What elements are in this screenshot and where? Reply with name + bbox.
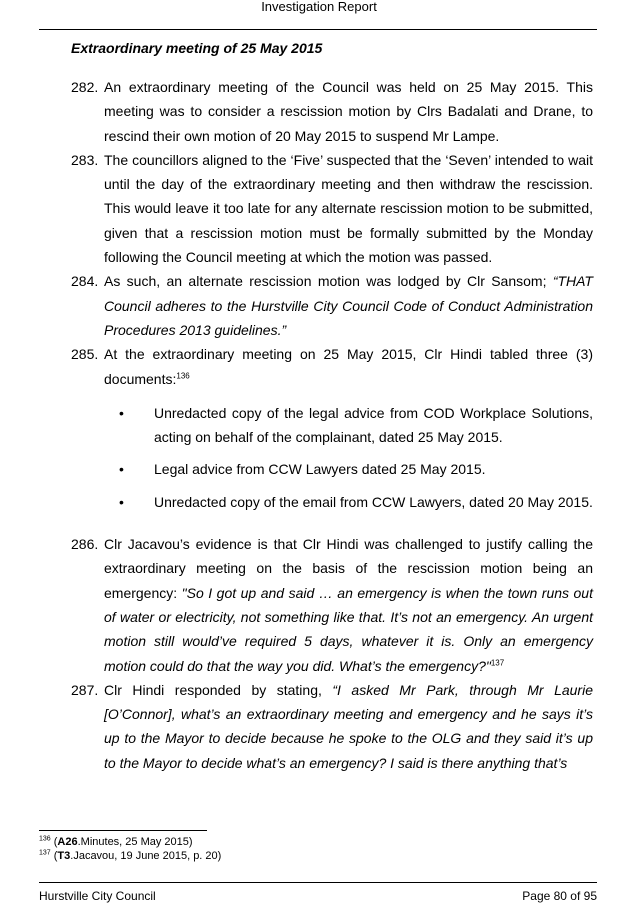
paragraph-number: 283. — [71, 151, 99, 168]
bullet-text: Legal advice from CCW Lawyers dated 25 May 2015. — [154, 461, 486, 478]
footnote-ref[interactable]: 136 — [176, 370, 190, 380]
bullet-icon: • — [119, 493, 124, 510]
footnote-ref[interactable]: 137 — [490, 657, 505, 667]
paragraph-quote: “THAT Council adheres to the Hurstville City Council Code of Conduct Administration Procedures 2013 guidelines.” — [104, 273, 593, 338]
footnote-text: .Minutes, 25 May 2015) — [77, 836, 193, 848]
paragraph-text: Clr Jacavou’s evidence is that Clr Hindi was challenged to justify calling the extraordinary meeting on the basis of the rescission motion being an emergency: — [104, 536, 593, 601]
footnote-ref-code: T3 — [57, 850, 71, 862]
bullet-text: Unredacted copy of the email from CCW Lawyers, dated 20 May 2015. — [154, 493, 593, 510]
bullet-icon: • — [119, 404, 124, 421]
paragraph-284 — [71, 269, 593, 342]
paragraph-286 — [71, 532, 593, 678]
footer-divider — [39, 882, 597, 883]
footnote: $^{136}$ (A26.Minutes, 25 May 2015) — [39, 835, 193, 848]
paragraph-287 — [71, 678, 593, 775]
paragraph-number: 285. — [71, 346, 99, 363]
footnote: $^{137}$ (T3.Jacavou, 19 June 2015, p. 20) — [39, 849, 222, 862]
footnote-text: .Jacavou, 19 June 2015, p. 20) — [70, 850, 222, 862]
bullet-item — [71, 401, 593, 450]
paragraph-text: At the extraordinary meeting on 25 May 2015, Clr Hindi tabled three (3) documents: — [104, 346, 593, 387]
paragraph-283 — [71, 148, 593, 269]
paragraph-number: 282. — [71, 79, 99, 95]
paragraph-text: The councillors aligned to the ‘Five’ suspected that the ‘Seven’ intended to wait until the day of the extraordinary meeting and then withdraw the rescission. This would leave it too late for any alternate rescission motion to be submitted, given that a rescission motion must be formally submitted by the Monday following the Council meeting at which the motion was passed. — [104, 151, 593, 266]
header-divider — [39, 29, 597, 30]
footer-page-number: Page 80 of 95 — [522, 889, 597, 903]
footnote-number: 136 — [39, 835, 51, 843]
paragraph-number: 284. — [71, 273, 99, 290]
footnote-ref-code: A26 — [57, 836, 78, 848]
document-body — [71, 75, 593, 775]
footnote-divider — [39, 830, 207, 831]
paragraph-text: As such, an alternate rescission motion was lodged by Clr Sansom; — [104, 273, 553, 290]
paragraph-text: Clr Hindi responded by stating, — [104, 681, 333, 698]
footnote-number: 137 — [39, 849, 51, 857]
footer-organization: Hurstville City Council — [39, 889, 156, 903]
paragraph-quote: “I asked Mr Park, through Mr Laurie [O’Connor], what’s an extraordinary meeting and emergency and he says it’s up to the Mayor to decide because he spoke to the OLG and they said it’s up to the Mayor to decide what’s an emergency? I said is there anything that’s — [104, 681, 593, 771]
bullet-item — [71, 457, 593, 481]
page-header: Investigation Report — [261, 0, 377, 14]
section-heading: Extraordinary meeting of 25 May 2015 — [71, 40, 323, 56]
paragraph-282 — [71, 75, 593, 148]
paragraph-number: 287. — [71, 681, 99, 698]
bullet-text: Unredacted copy of the legal advice from COD Workplace Solutions, acting on behalf of the complainant, dated 25 May 2015. — [154, 404, 593, 446]
paragraph-number: 286. — [71, 536, 99, 553]
paragraph-text: An extraordinary meeting of the Council was held on 25 May 2015. This meeting was to consider a rescission motion by Clrs Badalati and Drane, to rescind their own motion of 20 May 2015 to suspend Mr Lampe. — [104, 79, 593, 144]
bullet-item — [71, 490, 593, 514]
paragraph-quote: "So I got up and said … an emergency is when the town runs out of water or electricity, not something like that. It’s not an emergency. An urgent motion still would’ve required 5 days, whatever it is. Only an emergency motion could do that the way you did. What’s the emergency?" — [104, 584, 593, 674]
paragraph-285 — [71, 342, 593, 391]
bullet-icon: • — [119, 461, 124, 478]
